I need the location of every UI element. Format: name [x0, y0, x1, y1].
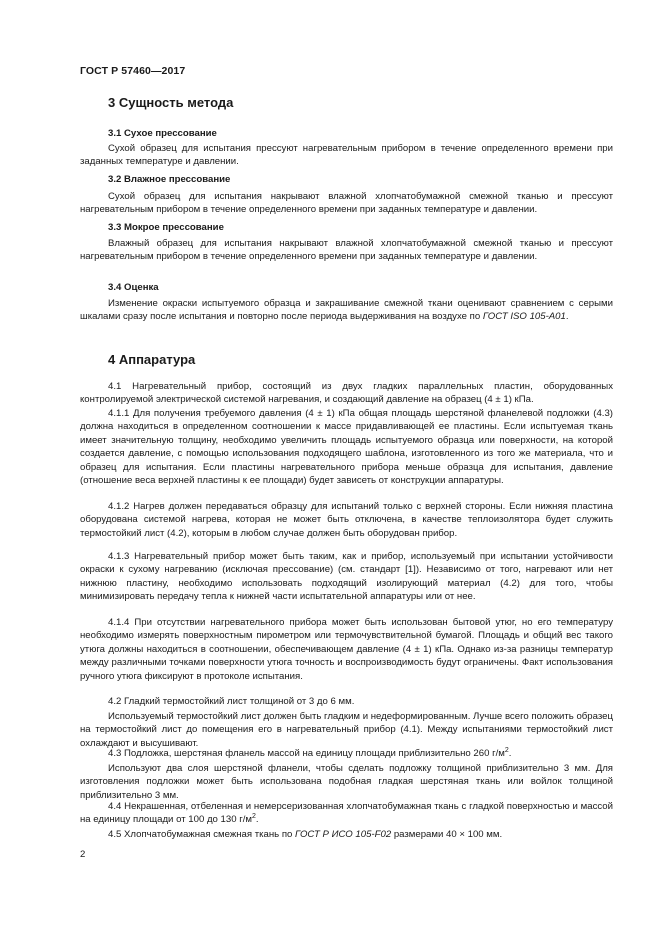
- paragraph-4-2: 4.2 Гладкий термостойкий лист толщиной от 3 до 6 мм.: [108, 696, 355, 707]
- document-code-header: ГОСТ Р 57460—2017: [80, 65, 186, 77]
- subsection-3-2-title: 3.2 Влажное прессование: [108, 174, 231, 185]
- paragraph-4-4: 4.4 Некрашенная, отбеленная и немерсеризованная хлопчатобумажная ткань с гладкой поверхностью и массой на единицу площади от 100 до 130 $г/м^2$.: [80, 801, 613, 826]
- subsection-3-3-title: 3.3 Мокрое прессование: [108, 222, 224, 233]
- paragraph-4-1-3: 4.1.3 Нагревательный прибор может быть таким, как и прибор, используемый при испытании устойчивости окраски к сухому нагреванию (исключая прессование) (см. стандарт [1]). Независимо от того, нагревают или нет нижнюю пластину, необходимо использовать подходящий изолирующий материал (4.2) для того, чтобы минимизировать передачу тепла к нижней части испытательной аппаратуры или от нее.: [80, 551, 613, 603]
- subsection-3-1-title: 3.1 Сухое прессование: [108, 128, 217, 139]
- subsection-3-4-title: 3.4 Оценка: [108, 282, 159, 293]
- standard-reference: ГОСТ ISO 105-A01: [482, 311, 566, 323]
- section-4-title: 4 Аппаратура: [108, 352, 196, 367]
- paragraph-4-2-details: Используемый термостойкий лист должен быть гладким и недеформированным. Лучше всего положить образец на термостойкий лист до помещения его в нагревательный прибор (4.1). Между испытаниями термостойкий лист охлаждают и высушивают.: [80, 711, 613, 749]
- paragraph-4-3: 4.3 Подложка, шерстяная фланель массой на единицу площади приблизительно 260 $г/м^2$.: [108, 746, 512, 759]
- page-number: 2: [80, 849, 86, 860]
- subsection-3-1-text: Сухой образец для испытания прессуют нагревательным прибором в течение определенного времени при заданных температуре и давлении.: [80, 143, 613, 168]
- paragraph-4-1-4: 4.1.4 При отсутствии нагревательного прибора может быть использован бытовой утюг, но его температуру необходимо измерять поверхностным пирометром или термочувствительной бумагой. Площадь и общий вес такого утюга должны находиться в соотношении, обеспечивающем давление (4 ± 1) кПа. Однако из-за разницы температур между различными точками поверхности утюга точность и воспроизводимость будут ограничены. Факт использования ручного утюга фиксируют в протоколе испытания.: [80, 617, 613, 682]
- paragraph-4-3-details: Используют два слоя шерстяной фланели, чтобы сделать подложку толщиной приблизительно 3 мм. Для изготовления подложки может быть использована подобная гладкая шерстяная ткань или войлок толщиной приблизительно 3 мм.: [80, 763, 613, 801]
- section-3-title: 3 Сущность метода: [108, 95, 234, 110]
- paragraph-4-1-2: 4.1.2 Нагрев должен передаваться образцу для испытаний только с верхней стороны. Если нижняя пластина оборудована системой нагрева, которая не может быть отключена, в качестве теплоизолятора будет служить термостойкий лист (4.2), которым в любом случае должен быть оборудован прибор.: [80, 501, 613, 539]
- subsection-3-2-text: Сухой образец для испытания накрывают влажной хлопчатобумажной смежной тканью и прессуют нагревательным прибором в течение определенного времени при заданных температуре и давлении.: [80, 191, 613, 216]
- paragraph-4-5: 4.5 Хлопчатобумажная смежная ткань по ГОСТ Р ИСО 105-F02 размерами 40 × 100 мм.: [108, 829, 503, 840]
- paragraph-4-1-1: 4.1.1 Для получения требуемого давления (4 ± 1) кПа общая площадь шерстяной фланелевой подложки (4.3) должна находиться в определенном соотношении к массе придавливающей ее пластины. Если испытуемая ткань имеет значительную толщину, необходимо увеличить площадь испытуемого образца или поверхности, на которой создается давление, с помощью использования подходящего шаблона, изготовленного из того же материала, что и образец для испытания. Если пластины нагревательного прибора меньше образца для испытания, давление (отношение веса верхней пластины к ее площади) будет зависеть от конструкции аппаратуры.: [80, 408, 613, 487]
- paragraph-4-1: 4.1 Нагревательный прибор, состоящий из двух гладких параллельных пластин, оборудованных контролируемой электрической системой нагревания, и создающий давление на образец (4 ± 1) кПа.: [80, 381, 613, 406]
- subsection-3-4-text: Изменение окраски испытуемого образца и закрашивание смежной ткани оценивают сравнением с серыми шкалами сразу после испытания и повторно после периода выдерживания на воздухе по ГОСТ ISO 105-A01.: [80, 298, 613, 323]
- standard-reference: ГОСТ Р ИСО 105-F02: [295, 829, 392, 840]
- subsection-3-3-text: Влажный образец для испытания накрывают влажной хлопчатобумажной смежной тканью и прессуют нагревательным прибором в течение определенного времени при заданных температуре и давлении.: [80, 238, 613, 263]
